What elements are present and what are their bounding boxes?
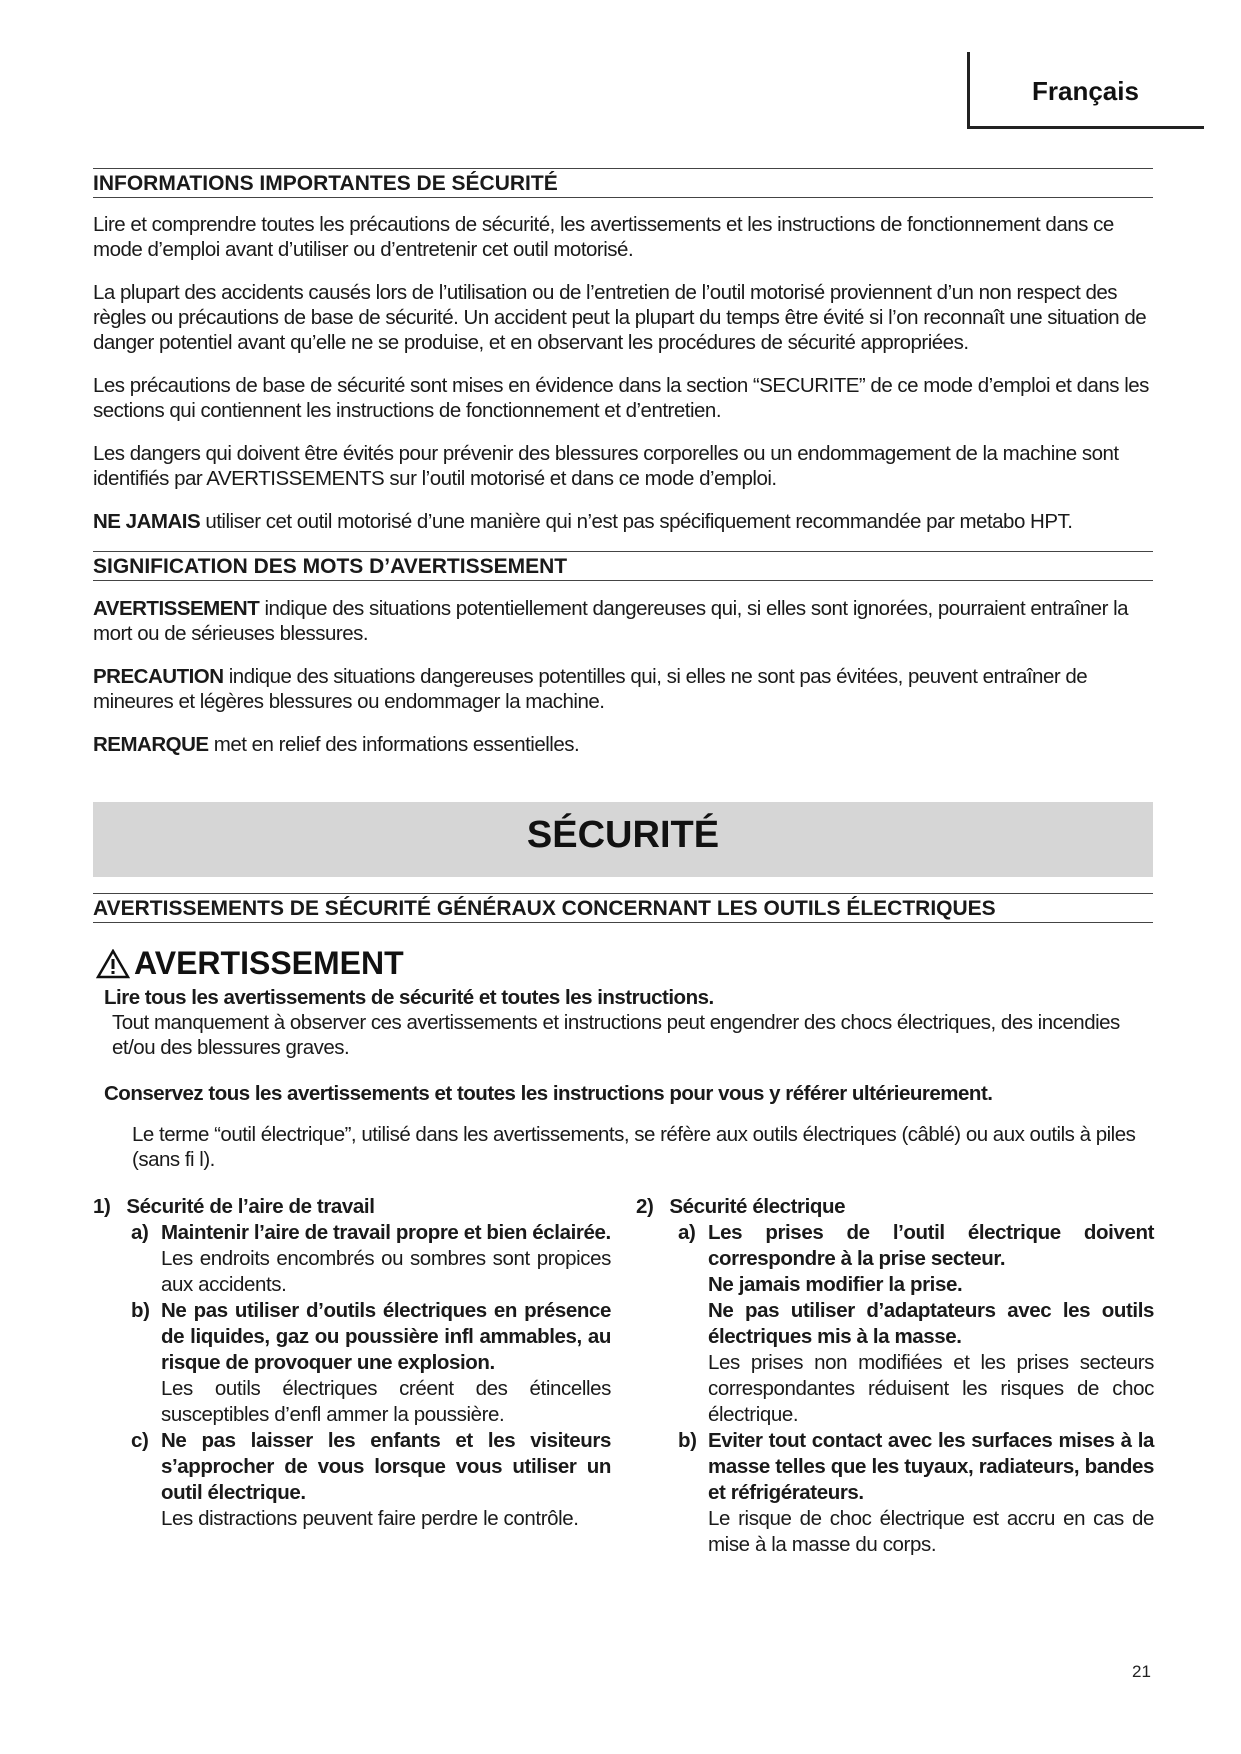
right-column <box>636 1194 1154 1558</box>
list-item: a) Maintenir l’aire de travail propre et bien éclairée. <box>131 1221 611 1244</box>
section-title-general-warnings: AVERTISSEMENTS DE SÉCURITÉ GÉNÉRAUX CONCERNANT LES OUTILS ÉLECTRIQUES <box>93 893 1153 923</box>
list-item-body: Le risque de choc électrique est accru en cas de mise à la masse du corps. <box>708 1507 1154 1556</box>
work-area-safety-title: 1) Sécurité de l’aire de travail <box>93 1195 375 1218</box>
list-item: a) Les prises de l’outil électrique doivent correspondre à la prise secteur. <box>678 1221 1154 1270</box>
list-item-body: Les endroits encombrés ou sombres sont propices aux accidents. <box>161 1247 611 1296</box>
left-column <box>93 1194 611 1532</box>
list-item: c) Ne pas laisser les enfants et les visiteurs s’approcher de vous lorsque vous utiliser un outil électrique. <box>131 1429 611 1504</box>
warning-heading <box>96 945 404 982</box>
section-title-signal-words: SIGNIFICATION DES MOTS D’AVERTISSEMENT <box>93 551 1153 581</box>
list-item-extra: Ne pas utiliser d’adaptateurs avec les outils électriques mis à la masse. <box>708 1299 1154 1348</box>
list-item-body: Les distractions peuvent faire perdre le contrôle. <box>161 1507 579 1530</box>
list-item-extra: Ne jamais modifier la prise. <box>708 1273 963 1296</box>
list-item: b) Ne pas utiliser d’outils électriques en présence de liquides, gaz ou poussière infl ammables, au risque de provoquer une explosion. <box>131 1299 611 1374</box>
read-all-body: Tout manquement à observer ces avertissements et instructions peut engendrer des chocs électriques, des incendies et/ou des blessures graves. <box>112 1011 1120 1059</box>
safety-banner-title: SÉCURITÉ <box>526 814 720 856</box>
warning-triangle-icon <box>96 949 130 979</box>
warning-heading-text: AVERTISSEMENT <box>134 945 404 981</box>
section-title-important-safety: INFORMATIONS IMPORTANTES DE SÉCURITÉ <box>93 168 1153 198</box>
electrical-safety-title: 2) Sécurité électrique <box>636 1195 846 1218</box>
definition-warning <box>93 596 1161 646</box>
language-label: Français <box>1032 76 1139 106</box>
page-number: 21 <box>1132 1662 1151 1681</box>
paragraph-accidents: La plupart des accidents causés lors de l’utilisation ou de l’entretien de l’outil motorisé proviennent d’un non respect des règles ou précautions de base de sécurité. Un accident peut la plupart du temps être évité si l’on reconnaît une situation de danger potentiel avant qu’elle ne se produise, et en observant les procédures de sécurité appropriées. <box>93 281 1147 354</box>
list-item-body: Les outils électriques créent des étincelles susceptibles d’enfl ammer la poussière. <box>161 1377 611 1426</box>
warning-lead: AVERTISSEMENT <box>93 597 260 620</box>
definition-note <box>93 732 1161 757</box>
paragraph-basic-precautions: Les précautions de base de sécurité sont mises en évidence dans la section “SECURITE” de ce mode d’emploi et dans les sections qui contiennent les instructions de fonctionnement et d’entretien. <box>93 374 1149 422</box>
power-tool-term: Le terme “outil électrique”, utilisé dans les avertissements, se réfère aux outils électriques (câblé) ou aux outils à piles (sans fi l). <box>132 1123 1136 1171</box>
paragraph-dangers: Les dangers qui doivent être évités pour prévenir des blessures corporelles ou un endommagement de la machine sont identifiés par AVERTISSEMENTS sur l’outil motorisé et dans ce mode d’emploi. <box>93 442 1119 490</box>
list-item: b) Eviter tout contact avec les surfaces mises à la masse telles que les tuyaux, radiateurs, bandes et réfrigérateurs. <box>678 1429 1154 1504</box>
read-all-instructions: Lire tous les avertissements de sécurité et toutes les instructions. <box>104 986 714 1009</box>
paragraph-read-understand: Lire et comprendre toutes les précautions de sécurité, les avertissements et les instructions de fonctionnement dans ce mode d’emploi avant d’utiliser ou d’entretenir cet outil motorisé. <box>93 213 1114 261</box>
note-text: met en relief des informations essentielles. <box>208 733 580 756</box>
keep-all-instructions: Conservez tous les avertissements et toutes les instructions pour vous y référer ultérieurement. <box>104 1082 993 1105</box>
list-item-body: Les prises non modifiées et les prises secteurs correspondantes réduisent les risques de choc électrique. <box>708 1351 1154 1426</box>
caution-lead: PRECAUTION <box>93 665 224 688</box>
paragraph-never <box>93 509 1161 534</box>
safety-banner <box>93 802 1153 877</box>
note-lead: REMARQUE <box>93 733 209 756</box>
caution-text: indique des situations dangereuses potentilles qui, si elles ne sont pas évitées, peuvent entraîner de mineures et légères blessures ou endommager la machine. <box>93 665 1088 713</box>
warning-text: indique des situations potentiellement dangereuses qui, si elles sont ignorées, pourraient entraîner la mort ou de sérieuses blessures. <box>93 597 1129 645</box>
never-lead: NE JAMAIS <box>93 510 201 533</box>
never-text: utiliser cet outil motorisé d’une manière qui n’est pas spécifiquement recommandée par metabo HPT. <box>200 510 1073 533</box>
definition-caution <box>93 664 1161 714</box>
